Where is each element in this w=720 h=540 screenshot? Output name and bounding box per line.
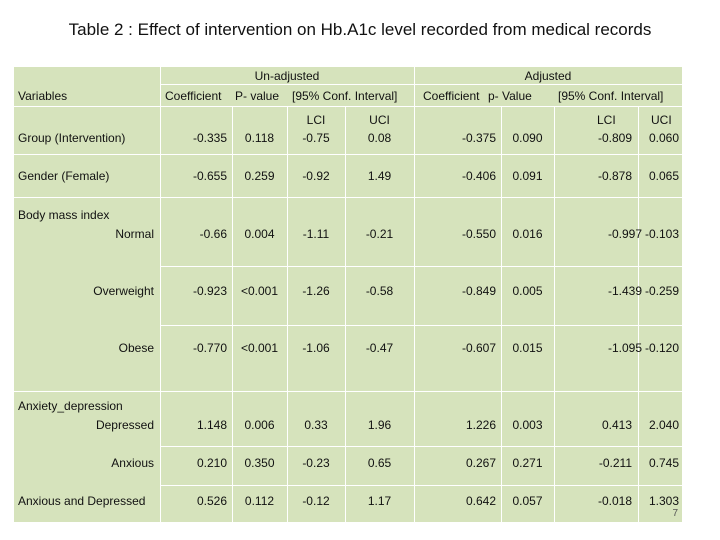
unadjusted-lci-header: LCI — [306, 113, 326, 127]
table-cell: -1.439 — [607, 284, 642, 298]
table-cell: -0.607 — [461, 341, 496, 355]
row-separator — [14, 391, 682, 392]
table-cell: 0.33 — [304, 418, 328, 432]
row-label-group-intervention: Group (Intervention) — [18, 131, 126, 145]
column-separator — [414, 67, 415, 522]
table-cell: 0.271 — [512, 456, 543, 470]
table-cell: 0.08 — [367, 131, 392, 145]
row-separator — [160, 446, 682, 447]
table-cell: -0.92 — [302, 169, 330, 183]
table-cell: 0.118 — [244, 131, 275, 145]
table-cell: 0.745 — [648, 456, 679, 470]
table-cell: -0.66 — [199, 227, 227, 241]
row-label-gender-female: Gender (Female) — [18, 169, 110, 183]
row-separator — [160, 325, 682, 326]
table-cell: -1.095 — [607, 341, 642, 355]
table-cell: -0.878 — [597, 169, 632, 183]
table-cell: -0.58 — [365, 284, 394, 298]
results-table — [14, 67, 682, 522]
table-cell: 0.003 — [512, 418, 543, 432]
table-cell: 0.005 — [512, 284, 543, 298]
table-cell: 1.226 — [465, 418, 496, 432]
table-cell: -1.26 — [302, 284, 330, 298]
table-cell: -0.335 — [192, 131, 227, 145]
table-cell: 0.210 — [196, 456, 227, 470]
row-label-anxious: Anxious — [111, 456, 154, 470]
adjusted-coefficient-header: Coefficient — [423, 89, 480, 103]
adjusted-uci-header: UCI — [651, 113, 672, 127]
table-cell: 0.065 — [648, 169, 679, 183]
variables-header: Variables — [18, 89, 68, 103]
table-cell: -0.47 — [365, 341, 394, 355]
unadjusted-header: Un-adjusted — [254, 69, 320, 83]
adjusted-lci-header: LCI — [597, 113, 616, 127]
table-cell: 0.267 — [465, 456, 496, 470]
table-cell: 1.303 — [648, 494, 679, 508]
table-cell: -0.809 — [597, 131, 632, 145]
unadjusted-pvalue-header: P- value — [235, 89, 280, 103]
row-label-normal: Normal — [115, 227, 154, 241]
table-title: Table 2 : Effect of intervention on Hb.A1c level recorded from medical records — [68, 20, 652, 39]
adjusted-header: Adjusted — [524, 69, 572, 83]
table-cell: 0.015 — [512, 341, 543, 355]
table-cell: 0.057 — [512, 494, 543, 508]
row-separator — [160, 266, 682, 267]
row-separator — [160, 485, 682, 486]
table-cell: 1.96 — [367, 418, 392, 432]
table-cell: 0.004 — [244, 227, 275, 241]
table-cell: <0.001 — [240, 284, 279, 298]
row-separator — [14, 197, 682, 198]
row-label-depressed: Depressed — [95, 418, 154, 432]
row-label-overweight: Overweight — [93, 284, 154, 298]
table-cell: 0.526 — [196, 494, 227, 508]
table-cell: 1.49 — [367, 169, 392, 183]
table-cell: 2.040 — [648, 418, 679, 432]
adjusted-ci-header: [95% Conf. Interval] — [558, 89, 664, 103]
adjusted-pvalue-header: p- Value — [488, 89, 532, 103]
table-cell: -0.103 — [644, 227, 679, 241]
table-cell: -1.11 — [302, 227, 330, 241]
table-cell: -0.550 — [461, 227, 496, 241]
group-label-bmi: Body mass index — [18, 208, 110, 222]
unadjusted-ci-header: [95% Conf. Interval] — [292, 89, 398, 103]
table-cell: 0.350 — [244, 456, 275, 470]
row-separator — [14, 106, 682, 107]
page-number: 7 — [672, 508, 678, 519]
table-cell: 0.090 — [512, 131, 543, 145]
table-cell: 0.65 — [367, 456, 392, 470]
table-cell: 1.148 — [196, 418, 227, 432]
table-cell: -0.21 — [365, 227, 394, 241]
table-cell: 0.259 — [244, 169, 275, 183]
group-label-anxiety: Anxiety_depression — [18, 399, 123, 413]
row-separator — [14, 154, 682, 155]
table-cell: -0.997 — [607, 227, 642, 241]
table-cell: -0.770 — [192, 341, 227, 355]
table-cell: -0.75 — [302, 131, 330, 145]
table-cell: -0.211 — [598, 456, 632, 470]
table-cell: -0.406 — [461, 169, 496, 183]
unadjusted-coefficient-header: Coefficient — [165, 89, 222, 103]
table-cell: -0.018 — [597, 494, 632, 508]
table-cell: -0.23 — [302, 456, 330, 470]
table-cell: 0.091 — [512, 169, 543, 183]
table-cell: -1.06 — [302, 341, 330, 355]
table-cell: -0.259 — [644, 284, 679, 298]
table-cell: -0.12 — [302, 494, 330, 508]
table-cell: 0.642 — [465, 494, 496, 508]
column-separator — [160, 67, 161, 522]
table-cell: 0.006 — [244, 418, 275, 432]
table-cell: -0.655 — [192, 169, 227, 183]
table-cell: <0.001 — [240, 341, 279, 355]
row-separator — [160, 84, 682, 85]
table-cell: 0.060 — [648, 131, 679, 145]
row-label-obese: Obese — [118, 341, 154, 355]
table-cell: -0.120 — [644, 341, 679, 355]
table-cell: 0.016 — [512, 227, 543, 241]
row-label-anxious-and-depressed: Anxious and Depressed — [18, 494, 146, 508]
table-cell: -0.849 — [461, 284, 496, 298]
table-cell: 0.413 — [601, 418, 632, 432]
table-cell: -0.923 — [192, 284, 227, 298]
table-cell: -0.375 — [461, 131, 496, 145]
table-cell: 1.17 — [367, 494, 392, 508]
unadjusted-uci-header: UCI — [369, 113, 390, 127]
table-cell: 0.112 — [244, 494, 275, 508]
